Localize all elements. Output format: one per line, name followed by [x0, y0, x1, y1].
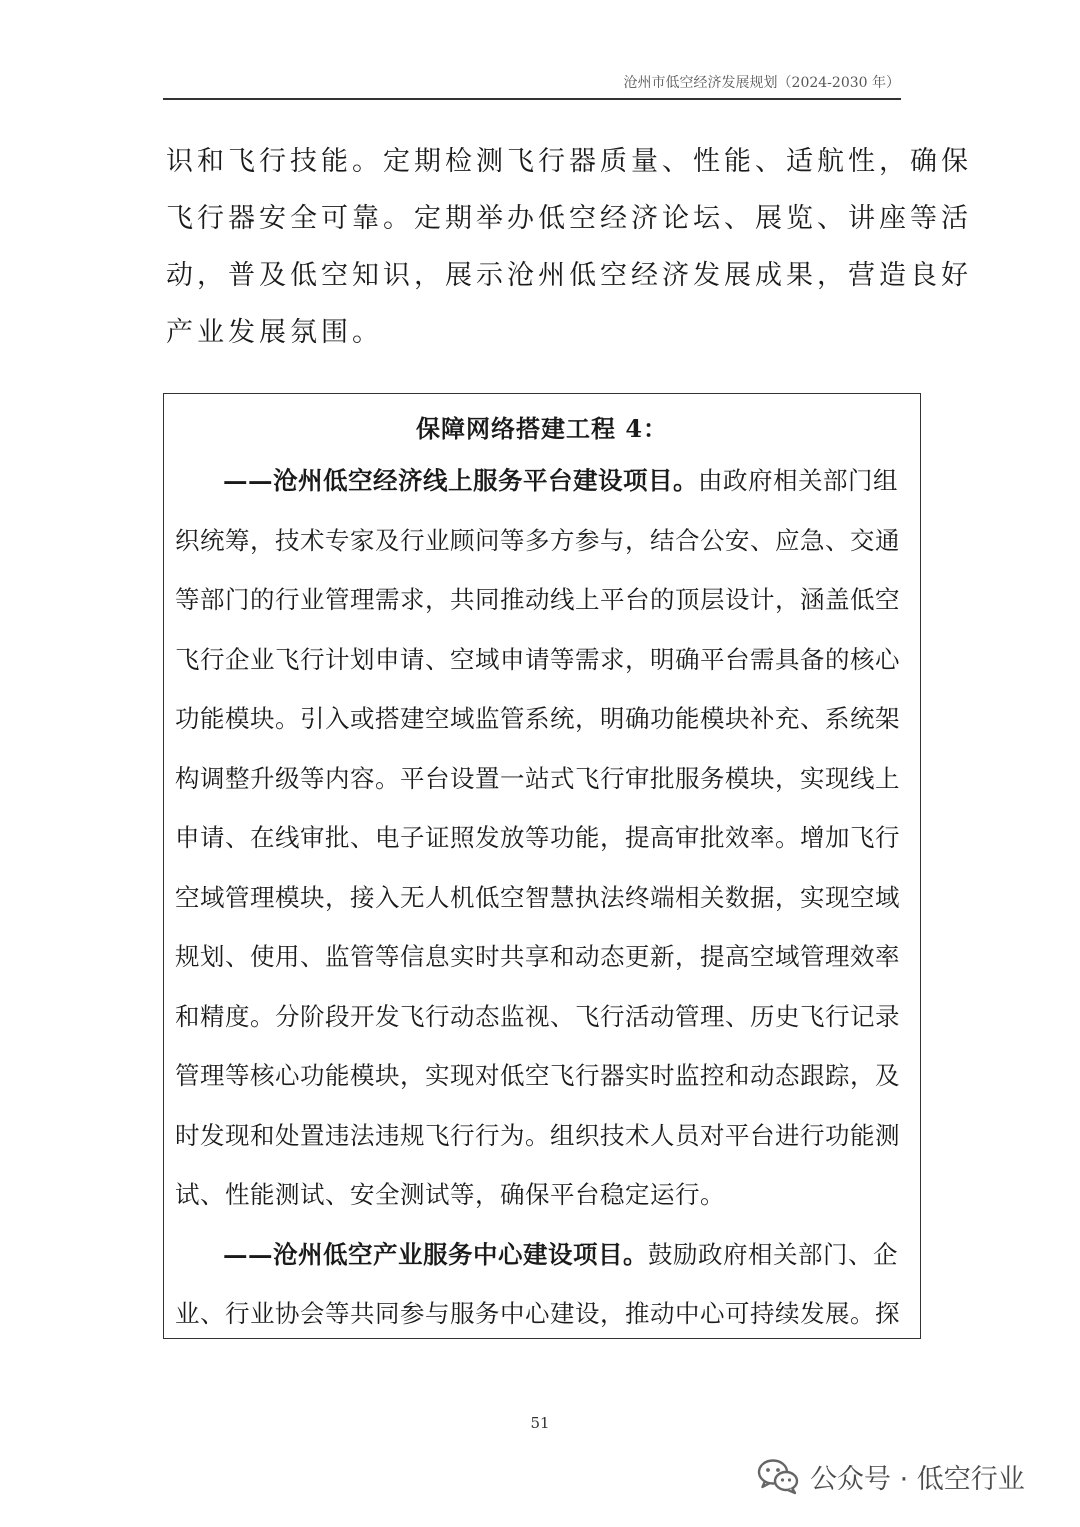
- project-box: [163, 393, 921, 1339]
- project2-line: 业、行业协会等共同参与服务中心建设，推动中心可持续发展。探: [175, 1299, 900, 1328]
- intro-paragraph: [166, 133, 972, 361]
- project1-line: 功能模块。引入或搭建空域监管系统，明确功能模块补充、系统架: [175, 704, 900, 733]
- project2-first-line-rest: 鼓励政府相关部门、企: [648, 1240, 898, 1269]
- running-header: 沧州市低空经济发展规划（2024-2030 年）: [623, 75, 900, 91]
- wechat-logo-icon: [756, 1456, 800, 1496]
- project1-line: 空域管理模块，接入无人机低空智慧执法终端相关数据，实现空域: [175, 883, 900, 912]
- project2-first-line: [223, 1236, 913, 1271]
- intro-line: 动，普及低空知识，展示沧州低空经济发展成果，营造良好: [166, 260, 972, 291]
- header-rule: [163, 98, 901, 100]
- intro-line: 识和飞行技能。定期检测飞行器质量、性能、适航性，确保: [166, 146, 972, 177]
- watermark-text: 公众号 · 低空行业: [810, 1463, 1025, 1495]
- project1-line: 构调整升级等内容。平台设置一站式飞行审批服务模块，实现线上: [175, 764, 900, 793]
- project1-line: 飞行企业飞行计划申请、空域申请等需求，明确平台需具备的核心: [175, 645, 900, 674]
- intro-line: 产业发展氛围。: [166, 317, 383, 348]
- project1-line: 织统筹，技术专家及行业顾问等多方参与，结合公安、应急、交通: [175, 526, 900, 555]
- project1-line: 和精度。分阶段开发飞行动态监视、飞行活动管理、历史飞行记录: [175, 1002, 900, 1031]
- project1-line: 管理等核心功能模块，实现对低空飞行器实时监控和动态跟踪，及: [175, 1061, 900, 1090]
- project1-line: 规划、使用、监管等信息实时共享和动态更新，提高空域管理效率: [175, 942, 900, 971]
- intro-line: 飞行器安全可靠。定期举办低空经济论坛、展览、讲座等活: [166, 203, 972, 234]
- box-title: 保障网络搭建工程 4：: [415, 414, 669, 443]
- watermark: [756, 1454, 1025, 1498]
- project1-line: 申请、在线审批、电子证照发放等功能，提高审批效率。增加飞行: [175, 823, 900, 852]
- project1-line: 时发现和处置违法违规飞行行为。组织技术人员对平台进行功能测: [175, 1121, 900, 1150]
- project1-line: 等部门的行业管理需求，共同推动线上平台的顶层设计，涵盖低空: [175, 585, 900, 614]
- project1-first-line-rest: 由政府相关部门组: [698, 466, 898, 495]
- project1-first-line: [223, 462, 913, 497]
- project1-line: 试、性能测试、安全测试等，确保平台稳定运行。: [175, 1180, 725, 1209]
- project1-heading: ——沧州低空经济线上服务平台建设项目。: [223, 466, 698, 495]
- page-number: 51: [530, 1414, 550, 1432]
- project2-heading: ——沧州低空产业服务中心建设项目。: [223, 1240, 648, 1269]
